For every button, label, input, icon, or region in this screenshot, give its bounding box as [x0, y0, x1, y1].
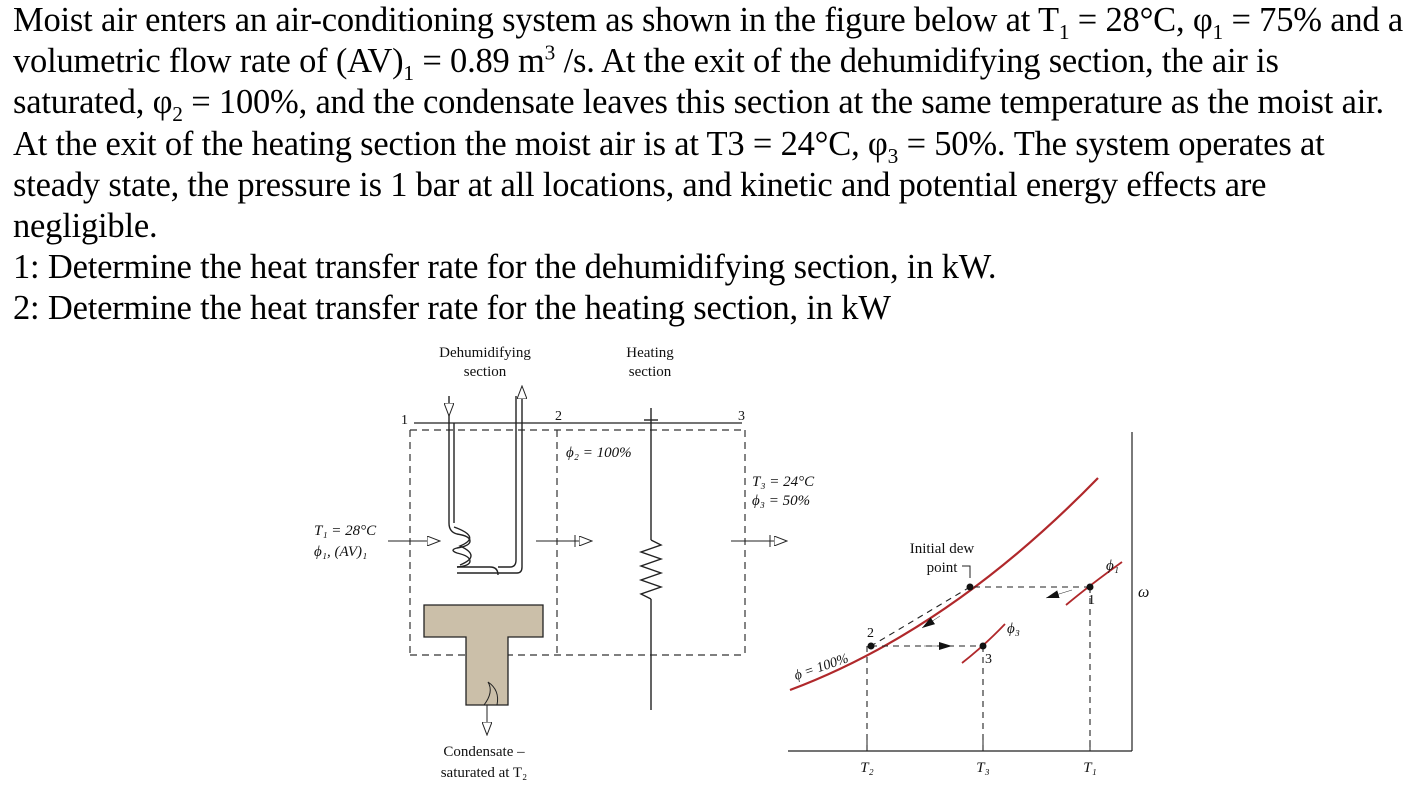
- state-2-label: 2: [555, 409, 562, 424]
- point-1: [1087, 584, 1094, 591]
- question-1: 1: Determine the heat transfer rate for the dehumidifying section, in kW.: [13, 248, 997, 287]
- phi3-label: ϕ₃ = 50%: [752, 493, 811, 509]
- statement-run: = 100%, and the condensate leaves this section at the same temperature as the moist air. At the exit of the heating section the moist air is at T3 = 24°C, φ: [13, 83, 1384, 163]
- t3-label: T₃ = 24°C: [752, 474, 815, 490]
- dew-leader: [962, 566, 970, 578]
- dehumidifying-label-1: Dehumidifying: [439, 345, 531, 361]
- state-points: [868, 584, 1094, 650]
- t1-label: T₁ = 28°C: [314, 523, 377, 539]
- statement-run: 3: [544, 40, 556, 65]
- chart-point-3-label: 3: [985, 652, 992, 667]
- statement-run: 3: [887, 143, 899, 168]
- phi1-chart-label: ϕ₁: [1106, 558, 1119, 574]
- chart-point-2-label: 2: [867, 626, 874, 641]
- tick-t3-label: T₃: [976, 760, 990, 776]
- point-2: [868, 643, 875, 650]
- heater-element: [641, 408, 661, 710]
- heating-label-2: section: [628, 364, 672, 380]
- question-2: 2: Determine the heat transfer rate for the heating section, in kW: [13, 289, 891, 328]
- state-3-label: 3: [738, 409, 745, 424]
- point-dew: [967, 584, 974, 591]
- condensate-label-2: saturated at T₂: [440, 765, 528, 781]
- psychrometric-chart: [788, 432, 1149, 776]
- phi2-label: ϕ₂ = 100%: [566, 445, 632, 461]
- omega-label: ω: [1138, 584, 1150, 601]
- statement-run: 1: [1058, 19, 1070, 44]
- dehumidifying-label-2: section: [463, 364, 507, 380]
- condensate-label-1: Condensate –: [443, 744, 525, 760]
- tick-t2-label: T₂: [860, 760, 874, 776]
- state-1-label: 1: [401, 413, 408, 428]
- statement-run: 2: [172, 102, 183, 127]
- statement-run: = 75% and a volumetric flow rate of (AV): [13, 1, 1403, 81]
- point-3: [980, 643, 987, 650]
- condensate-tray: [424, 605, 543, 705]
- initial-dew-label-2: point: [926, 560, 958, 576]
- statement-run: 1: [1212, 19, 1224, 44]
- statement-run: /s. At the exit of the dehumidifying section, the air is saturated, φ: [13, 42, 1279, 122]
- process-lines: [867, 587, 1090, 751]
- statement-run: = 28°C, φ: [1069, 1, 1213, 39]
- phi3-chart-label: ϕ₃: [1007, 621, 1020, 637]
- system-schematic: [314, 345, 815, 781]
- tick-t1-label: T₁: [1083, 760, 1097, 776]
- chart-point-1-label: 1: [1088, 593, 1095, 608]
- statement-run: = 0.89 m: [413, 42, 545, 81]
- statement-run: 1: [403, 61, 414, 86]
- initial-dew-label-1: Initial dew: [909, 541, 975, 557]
- axis-ticks: [867, 740, 1090, 751]
- arrow-1-to-dew: [1046, 590, 1072, 598]
- statement-run: = 50%. The system operates at steady state, the pressure is 1 bar at all locations, and kinetic and potential energy effects are negligible.: [13, 124, 1325, 246]
- statement-run: Moist air enters an air-conditioning system as shown in the figure below at T: [13, 1, 1059, 39]
- phi-100-label: ϕ = 100%: [792, 651, 851, 684]
- inlet-label: ϕ₁, (AV)₁: [314, 544, 368, 560]
- heating-label-1: Heating: [626, 345, 674, 361]
